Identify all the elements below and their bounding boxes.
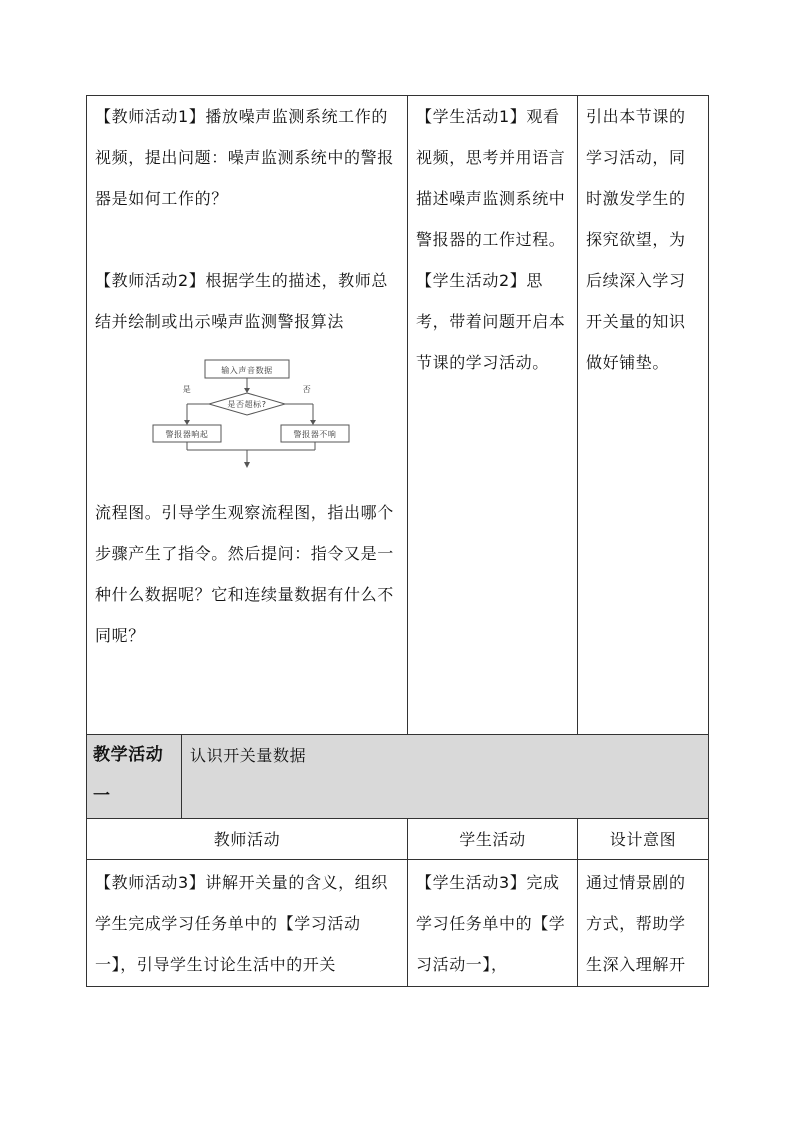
design-intent-cell — [577, 95, 709, 735]
student-activity-2: 【学生活动2】思考，带着问题开启本节课的学习活动。 — [416, 271, 566, 372]
flowchart-input-label: 输入声音数据 — [221, 366, 273, 375]
flowchart-alarm-off-label: 警报器不响 — [293, 430, 337, 439]
student-activity-3: 【学生活动3】完成学习任务单中的【学习活动一】， — [416, 873, 566, 974]
design-intent-text: 引出本节课的学习活动，同时激发学生的探究欲望，为后续深入学习开关量的知识做好铺垫。 — [586, 107, 686, 372]
header-design: 设计意图 — [609, 830, 677, 849]
header-student: 学生活动 — [459, 830, 526, 849]
flowchart-decision-label: 是否超标? — [227, 400, 267, 409]
flowchart-alarm-on-label: 警报器响起 — [165, 430, 209, 439]
teacher-activity-cell — [86, 95, 407, 735]
section-title: 认识开关量数据 — [190, 746, 307, 765]
teacher-activity-3: 【教师活动3】讲解开关量的含义，组织学生完成学习任务单中的【学习活动一】，引导学生讨论生活中的开关 — [95, 873, 388, 974]
section-title-cell — [181, 734, 709, 819]
teacher-activity-1: 【教师活动1】播放噪声监测系统工作的视频，提出问题：噪声监测系统中的警报器是如何工作的？ — [95, 107, 394, 208]
teacher-activity-2: 【教师活动2】根据学生的描述，教师总结并绘制或出示噪声监测警报算法 — [95, 271, 388, 331]
section-label: 教学活动一 — [93, 745, 164, 806]
design-intent-3-cell — [577, 859, 709, 987]
header-teacher: 教师活动 — [213, 830, 281, 849]
section-label-cell — [86, 734, 182, 819]
header-teacher-cell — [86, 818, 407, 860]
flowchart-yes-label: 是 — [182, 385, 192, 394]
flowchart — [95, 342, 399, 492]
design-intent-3: 通过情景剧的方式，帮助学生深入理解开 — [586, 873, 686, 974]
flowchart-no-label: 否 — [302, 385, 312, 394]
student-activity-1: 【学生活动1】观看视频，思考并用语言描述噪声监测系统中警报器的工作过程。 — [416, 107, 566, 249]
teacher-activity-3-cell — [86, 859, 407, 987]
header-design-cell — [577, 818, 709, 860]
student-activity-3-cell — [407, 859, 577, 987]
header-student-cell — [407, 818, 577, 860]
teacher-activity-2-continued: 流程图。引导学生观察流程图，指出哪个步骤产生了指令。然后提问：指令又是一种什么数据呢？它和连续量数据有什么不同呢？ — [95, 503, 394, 645]
student-activity-cell — [407, 95, 577, 735]
